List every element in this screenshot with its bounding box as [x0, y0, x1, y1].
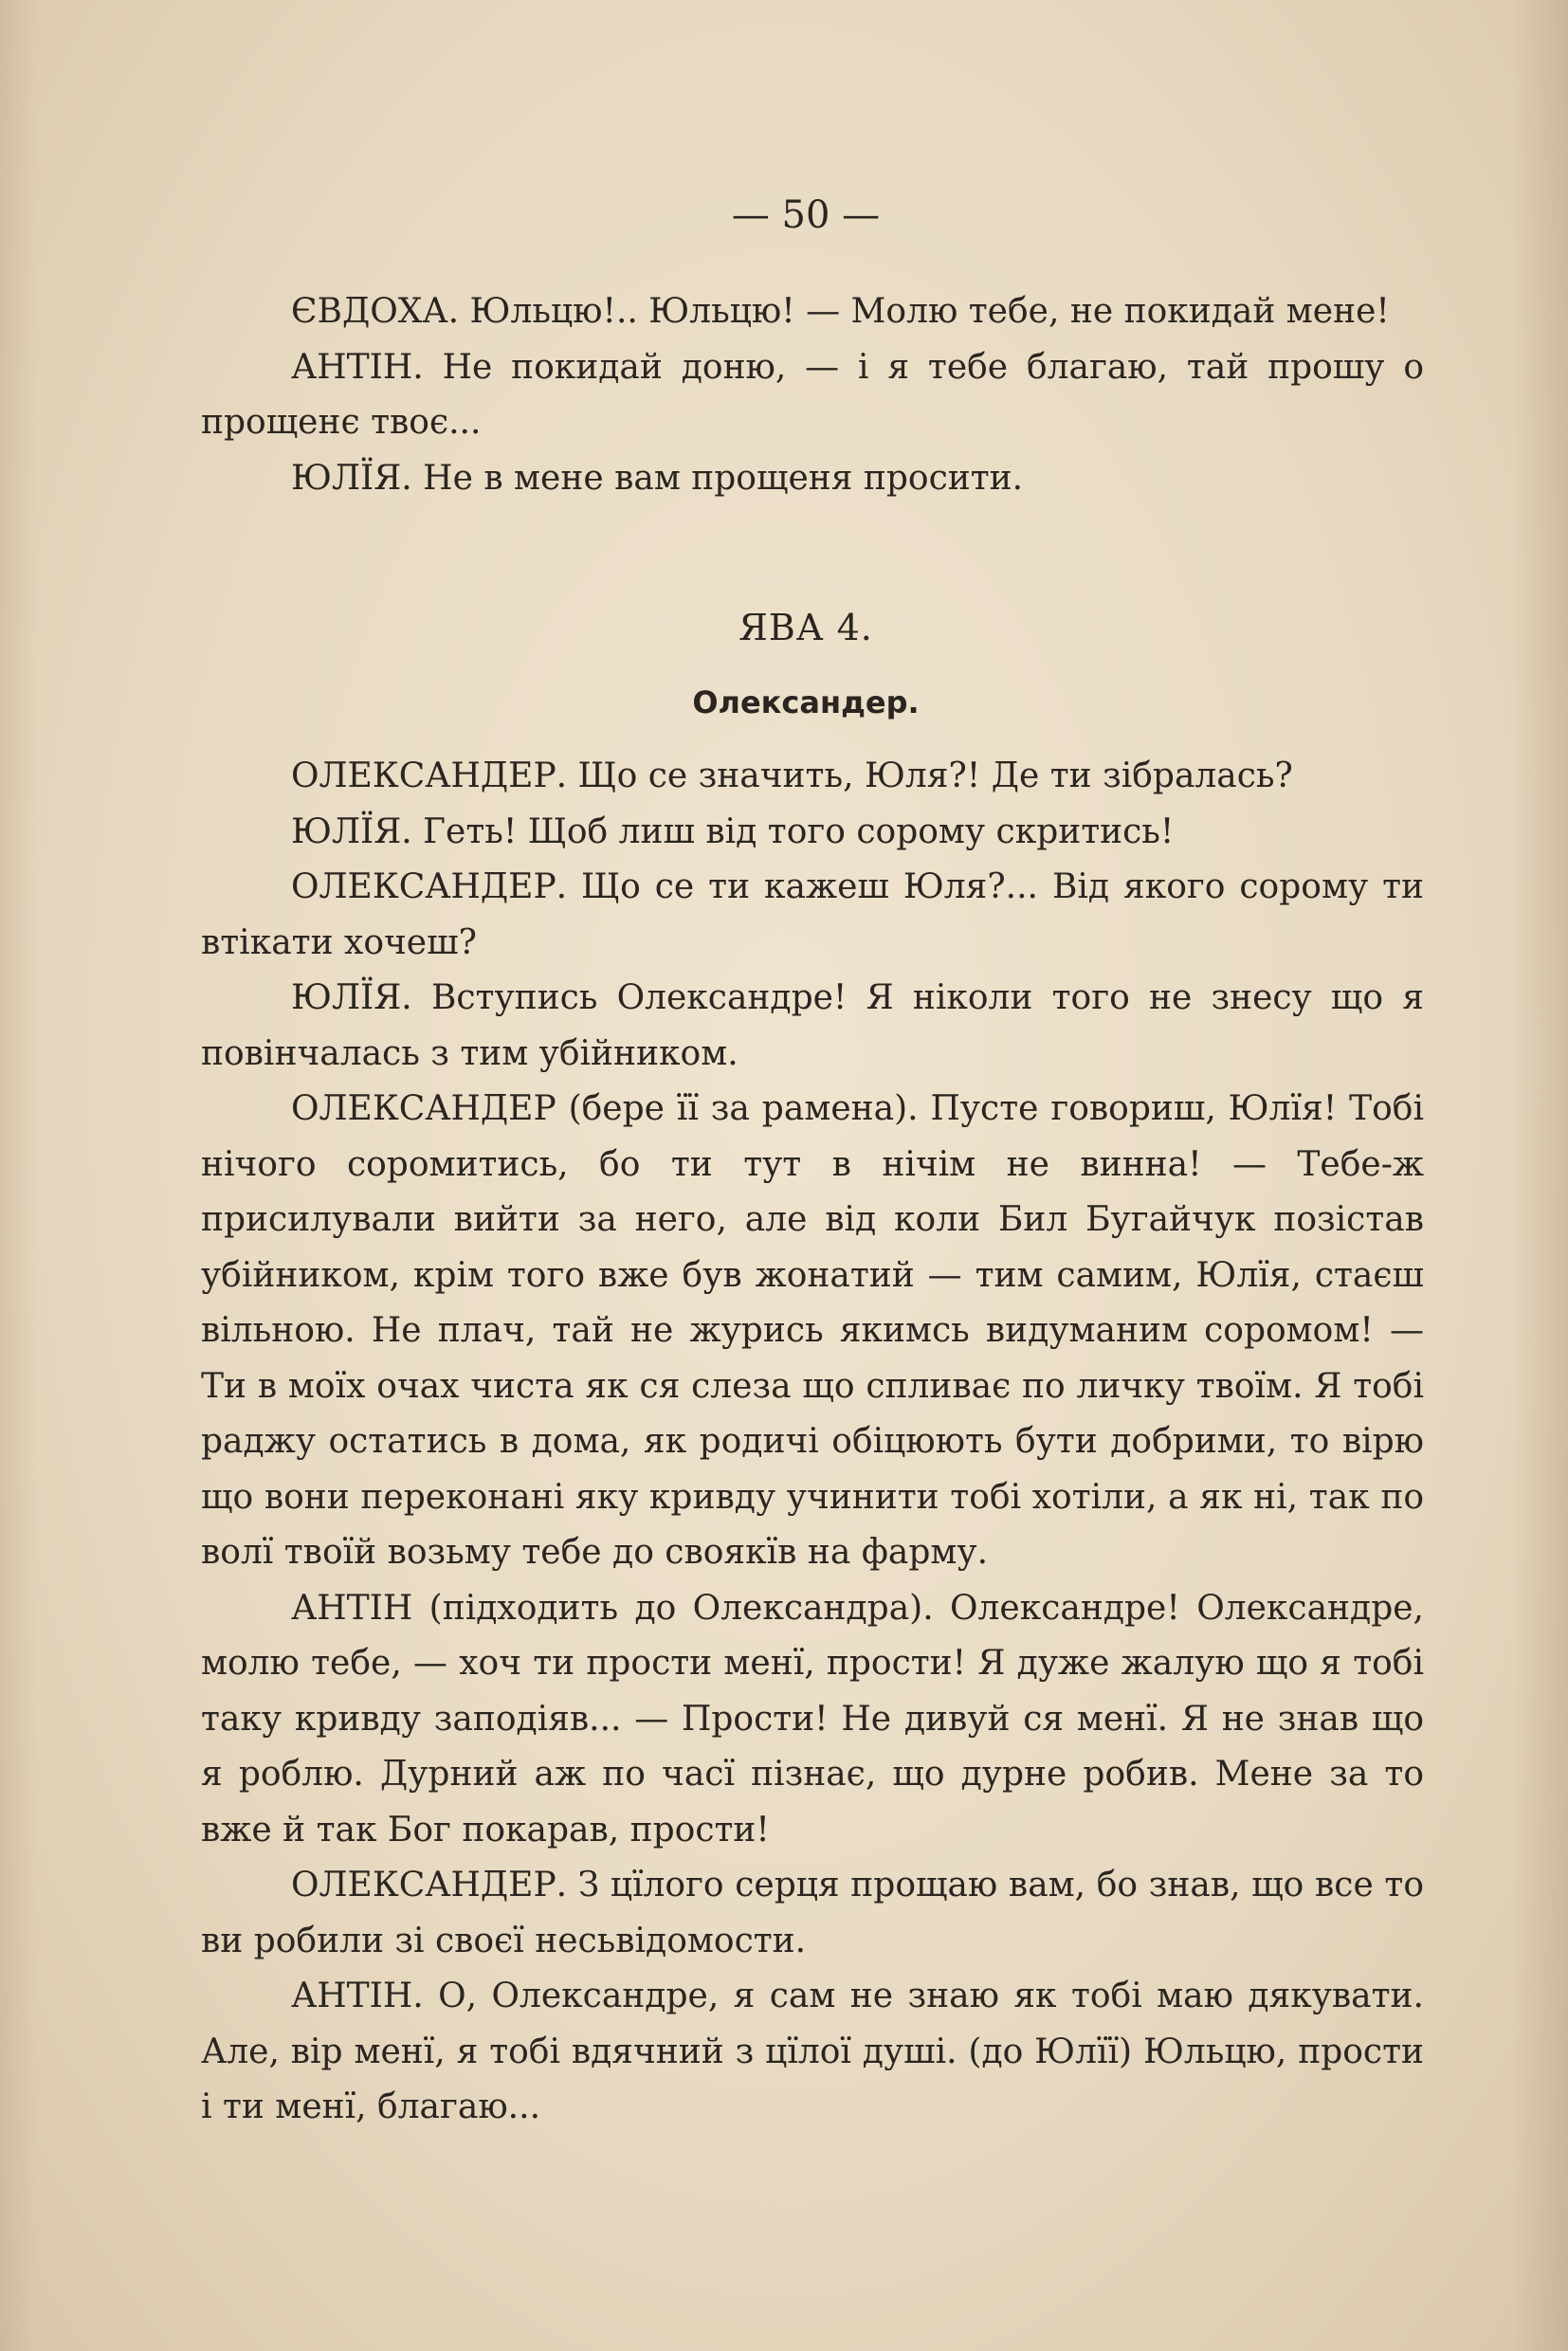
- dialogue-paragraph: АНТІН (підходить до Олександра). Олександре! Олександре, молю тебе, — хоч ти прости менї, прости! Я дуже жалую що я тобі таку кривду заподіяв... — Прости! Не дивуй ся менї. Я не знав що я роблю. Дурний аж по часї пізнає, що дурне робив. Мене за то вже й так Бог покарав, прости!: [201, 1588, 1424, 1850]
- dialogue-paragraph: ЄВДОХА. Юльцю!.. Юльцю! — Молю тебе, не покидай мене!: [291, 292, 1390, 331]
- dialogue-paragraph: ЮЛЇЯ. Геть! Щоб лиш від того сорому скритись!: [291, 811, 1175, 851]
- dialogue-paragraph: ОЛЕКСАНДЕР. Що се значить, Юля?! Де ти зібралась?: [291, 756, 1293, 795]
- page-shadow-right: [1511, 0, 1568, 2351]
- dialogue-paragraph: АНТІН. Не покидай доню, — і я тебе благаю, тай прошу о прощенє твоє...: [201, 347, 1424, 442]
- dialogue-paragraph: ЮЛЇЯ. Вступись Олександре! Я ніколи того не знесу що я повінчалась з тим убійником.: [201, 978, 1424, 1073]
- dialogue-paragraph: АНТІН. О, Олександре, я сам не знаю як тобі маю дякувати. Але, вір менї, я тобі вдячний з цїлої душі. (до Юлїї) Юльцю, прости і ти менї, благаю...: [201, 1977, 1424, 2126]
- main-dialogue: [201, 749, 1424, 2136]
- top-dialogue: [201, 284, 1424, 506]
- dialogue-paragraph: ЮЛЇЯ. Не в мене вам прощеня просити.: [291, 458, 1024, 498]
- dialogue-paragraph: ОЛЕКСАНДЕР. Що се ти кажеш Юля?... Від якого сорому ти втікати хочеш?: [201, 867, 1424, 962]
- scene-title: ЯВА 4.: [738, 607, 873, 648]
- scene-character: Олександер.: [692, 684, 920, 720]
- page-number: — 50 —: [731, 193, 881, 237]
- dialogue-paragraph: ОЛЕКСАНДЕР (бере її за рамена). Пусте говориш, Юлїя! Тобі нічого соромитись, бо ти тут в нічім не винна! — Тебе-ж присилували вийти за него, але від коли Бил Бугайчук позістав убійником, крім того вже був жонатий — тим самим, Юлїя, стаєш вільною. Не плач, тай не журись якимсь видуманим соромом! — Ти в моїх очах чиста як ся слеза що спливає по личку твоїм. Я тобі раджу остатись в дома, як родичі обіцюють бути добрими, то вірю що вони переконані яку кривду учинити тобі хотіли, а як ні, так по волї твоїй возьму тебе до своякїв на фарму.: [201, 1089, 1424, 1572]
- page-shadow-left: [0, 0, 38, 2351]
- dialogue-paragraph: ОЛЕКСАНДЕР. З цїлого серця прощаю вам, бо знав, що все то ви робили зі своєї несьвідомости.: [201, 1866, 1424, 1960]
